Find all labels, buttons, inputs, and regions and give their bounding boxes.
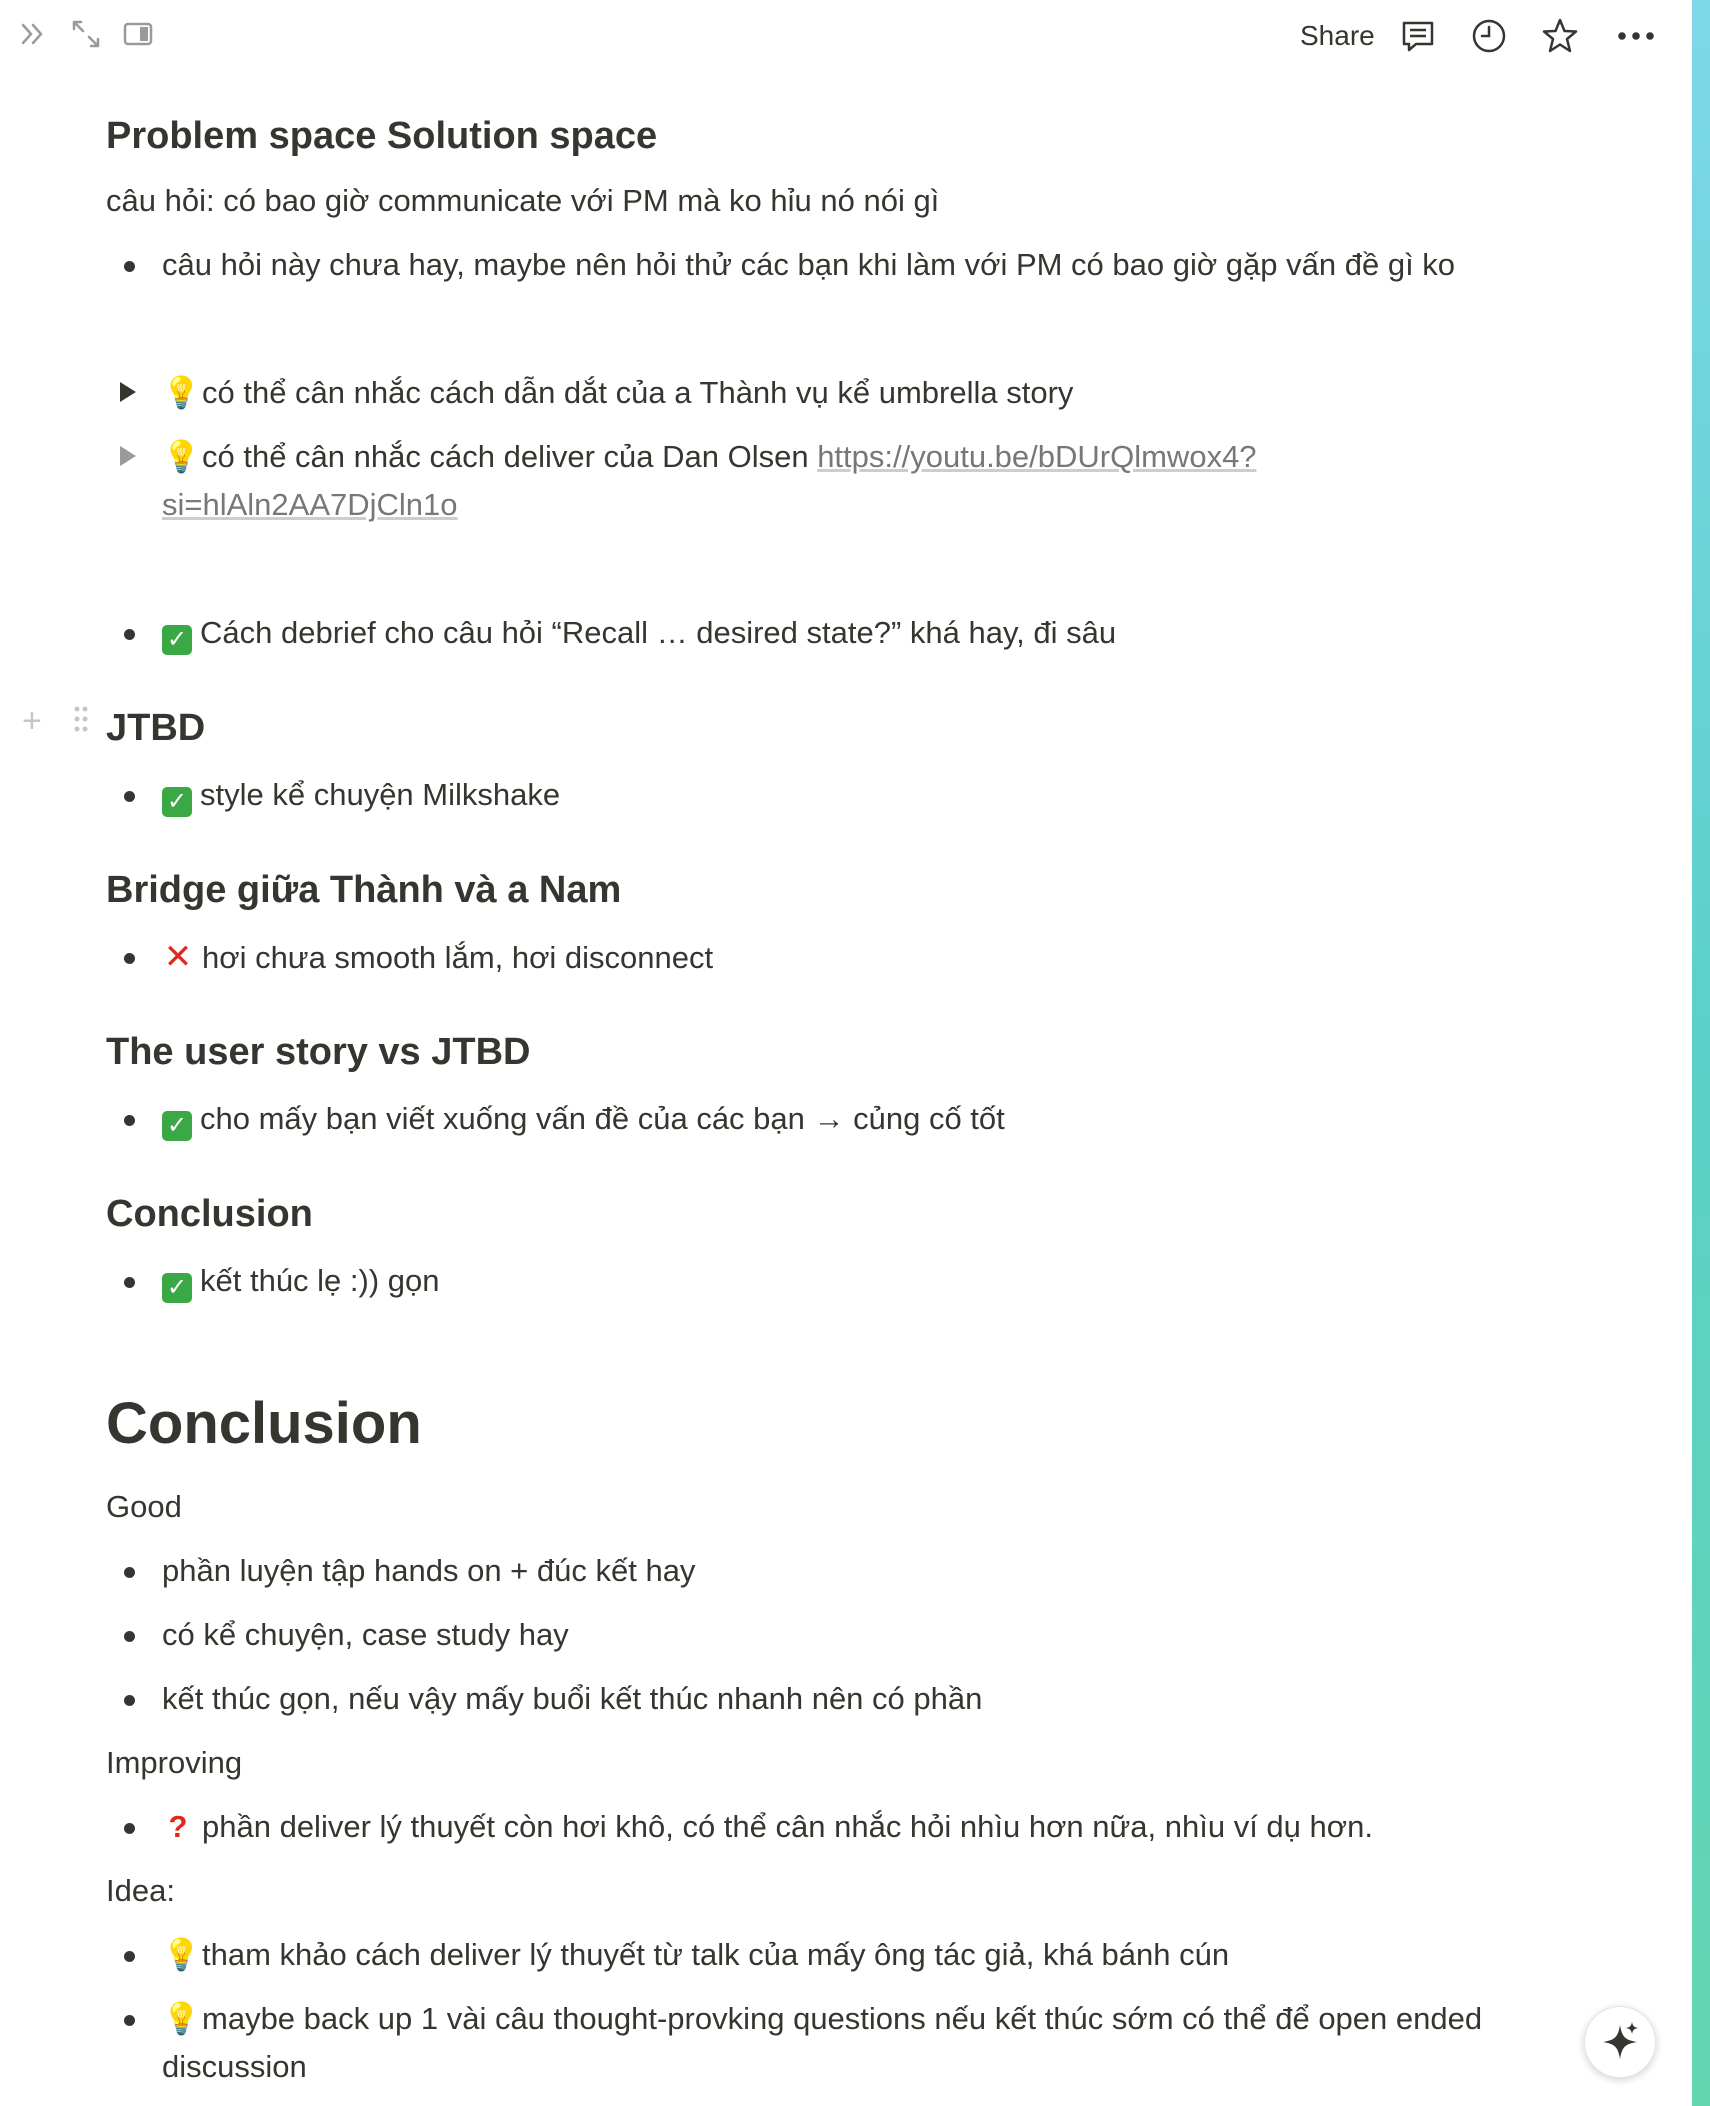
light-bulb-icon: 💡 <box>162 1937 201 1972</box>
good-label: Good <box>106 1489 182 1524</box>
list-item-text: discussion <box>162 2049 307 2084</box>
list-item-text: có kể chuyện, case study hay <box>162 1617 569 1652</box>
bullet-dot <box>124 2015 135 2026</box>
list-item <box>162 1932 1229 1978</box>
list-item-text: kết thúc gọn, nếu vậy mấy buổi kết thúc nhanh nên có phần <box>162 1681 983 1716</box>
bullet-dot <box>124 1695 135 1706</box>
bullet-dot <box>124 261 135 272</box>
list-item <box>162 934 713 981</box>
toggle-item[interactable] <box>162 370 1073 416</box>
collapse-sidebar-icon[interactable] <box>18 18 50 59</box>
history-clock-icon[interactable] <box>1469 16 1509 56</box>
heading-user-story: The user story vs JTBD <box>106 1031 531 1073</box>
share-button[interactable]: Share <box>1300 20 1375 51</box>
bullet-dot <box>124 629 135 640</box>
expand-icon[interactable] <box>70 18 102 59</box>
toggle-arrow-icon[interactable] <box>120 446 136 466</box>
favorite-star-icon[interactable] <box>1540 16 1580 56</box>
check-mark-icon: ✓ <box>162 787 192 817</box>
bullet-dot <box>124 1823 135 1834</box>
problem-question: câu hỏi: có bao giờ communicate với PM mà ko hỉu nó nói gì <box>106 183 940 218</box>
light-bulb-icon: 💡 <box>162 2001 201 2036</box>
heading-jtbd: JTBD <box>106 707 206 749</box>
bullet-dot <box>124 1631 135 1642</box>
list-item-text: phần luyện tập hands on + đúc kết hay <box>162 1553 696 1588</box>
list-item <box>162 1996 1482 2042</box>
list-item <box>162 1804 1373 1850</box>
youtube-link[interactable]: https://youtu.be/bDUrQlmwox4? <box>817 439 1257 474</box>
list-item-text: Cách debrief cho câu hỏi “Recall … desired state?” khá hay, đi sâu <box>200 615 1117 650</box>
check-mark-icon: ✓ <box>162 1273 192 1303</box>
list-item-text: cho mấy bạn viết xuống vấn đề của các bạn → củng cố tốt <box>200 1101 1005 1136</box>
bullet-dot <box>124 1567 135 1578</box>
question-mark-icon: ? <box>168 1809 188 1844</box>
sparkle-icon <box>1585 2007 1655 2077</box>
list-item <box>162 1548 695 1594</box>
toggle-text: có thể cân nhắc cách deliver của Dan Olsen <box>202 439 818 474</box>
cross-mark-icon: ✕ <box>163 938 193 976</box>
bullet-dot <box>124 791 135 802</box>
idea-label: Idea: <box>106 1873 175 1908</box>
ai-assistant-button[interactable] <box>1584 2006 1656 2078</box>
light-bulb-icon: 💡 <box>162 439 201 474</box>
youtube-link-continuation[interactable]: si=hlAln2AA7DjCln1o <box>162 487 458 522</box>
toggle-arrow-icon[interactable] <box>120 382 136 402</box>
list-item <box>162 1676 982 1722</box>
bullet-dot <box>124 953 135 964</box>
check-mark-icon: ✓ <box>162 625 192 655</box>
bullet-dot <box>124 1951 135 1962</box>
light-bulb-icon: 💡 <box>162 375 201 410</box>
list-item-text: hơi chưa smooth lắm, hơi disconnect <box>202 940 714 975</box>
list-item-text: tham khảo cách deliver lý thuyết từ talk của mấy ông tác giả, khá bánh cún <box>202 1937 1230 1972</box>
list-item <box>162 610 1116 656</box>
toggle-text: có thể cân nhắc cách dẫn dắt của a Thành vụ kể umbrella story <box>202 375 1074 410</box>
comments-icon[interactable] <box>1398 16 1438 56</box>
list-item <box>162 1096 1005 1142</box>
list-item-text: phần deliver lý thuyết còn hơi khô, có thể cân nhắc hỏi nhìu hơn nữa, nhìu ví dụ hơn. <box>202 1809 1373 1844</box>
list-item-text: câu hỏi này chưa hay, maybe nên hỏi thử các bạn khi làm với PM có bao giờ gặp vấn đề gì ko <box>162 247 1456 282</box>
list-item <box>162 1258 440 1304</box>
heading-conclusion-small: Conclusion <box>106 1193 313 1235</box>
more-options-icon[interactable] <box>1614 16 1654 56</box>
check-mark-icon: ✓ <box>162 1111 192 1141</box>
heading-conclusion-big: Conclusion <box>106 1391 422 1456</box>
toggle-item-continuation <box>162 482 458 528</box>
toggle-item[interactable] <box>162 434 1257 480</box>
list-item <box>162 242 1455 288</box>
bullet-dot <box>124 1115 135 1126</box>
drag-handle-icon[interactable] <box>72 704 90 743</box>
heading-bridge: Bridge giữa Thành và a Nam <box>106 869 622 911</box>
improving-label: Improving <box>106 1745 243 1780</box>
top-bar <box>0 0 1692 72</box>
list-item-text: kết thúc lẹ :)) gọn <box>200 1263 440 1298</box>
list-item-text: style kể chuyện Milkshake <box>200 777 561 812</box>
bullet-dot <box>124 1277 135 1288</box>
add-block-plus-icon[interactable]: + <box>22 702 42 740</box>
list-item <box>162 1612 569 1658</box>
list-item-text: maybe back up 1 vài câu thought-provking questions nếu kết thúc sớm có thể để open ended <box>202 2001 1483 2036</box>
list-item-continuation <box>162 2044 307 2090</box>
sidebar-panel-icon[interactable] <box>122 18 154 59</box>
list-item <box>162 772 560 818</box>
window-edge-accent <box>1692 0 1710 2106</box>
heading-problem-space: Problem space Solution space <box>106 115 658 157</box>
